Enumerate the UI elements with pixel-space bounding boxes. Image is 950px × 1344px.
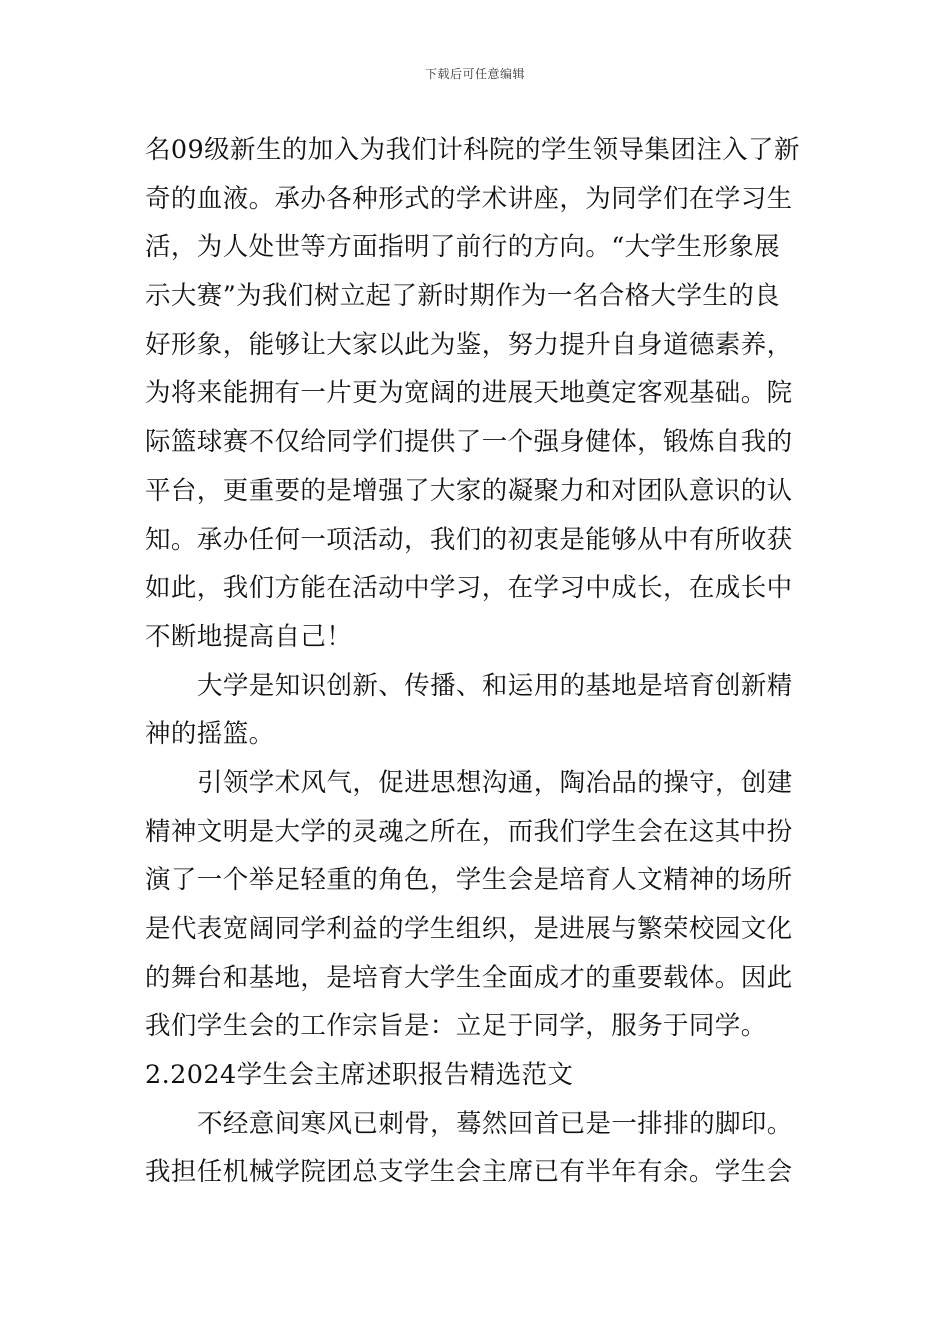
text-line: 是代表宽阔同学利益的学生组织，是进展与繁荣校园文化 [145, 914, 793, 944]
document-body [145, 126, 810, 1197]
text-line: 好形象，能够让大家以此为鉴，努力提升自身道德素养， [145, 329, 793, 360]
paragraph-start-line: 不经意间寒风已刺骨，蓦然回首已是一排排的脚印。 [197, 1108, 793, 1139]
text-line: 演了一个举足轻重的角色，学生会是培育人文精神的场所 [145, 865, 793, 896]
header-note: 下载后可任意编辑 [424, 67, 525, 81]
paragraph-start-line: 引领学术风气，促进思想沟通，陶冶品的操守，创建 [197, 767, 793, 798]
section-heading: 2.2024学生会主席述职报告精选范文 [145, 1060, 574, 1091]
text-line: 神的摇篮。 [145, 719, 275, 750]
text-line: 活，为人处世等方面指明了前行的方向。“大学生形象展 [145, 232, 781, 263]
text-line: 际篮球赛不仅给同学们提供了一个强身健体，锻炼自我的 [145, 427, 793, 458]
text-line: 知。承办任何一项活动，我们的初衷是能够从中有所收获 [145, 524, 793, 555]
paragraph-start-line: 大学是知识创新、传播、和运用的基地是培育创新精 [197, 670, 793, 701]
text-line: 的舞台和基地，是培育大学生全面成才的重要载体。因此 [145, 962, 793, 993]
text-line: 如此，我们方能在活动中学习，在学习中成长，在成长中 [145, 573, 793, 604]
text-line: 奇的血液。承办各种形式的学术讲座，为同学们在学习生 [145, 183, 793, 214]
text-line: 平台，更重要的是增强了大家的凝聚力和对团队意识的认 [145, 475, 793, 506]
text-line: 示大赛”为我们树立起了新时期作为一名合格大学生的良 [145, 281, 781, 312]
text-line: 我们学生会的工作宗旨是：立足于同学，服务于同学。 [145, 1011, 767, 1042]
text-line: 精神文明是大学的灵魂之所在，而我们学生会在这其中扮 [145, 816, 793, 847]
text-line: 为将来能拥有一片更为宽阔的进展天地奠定客观基础。院 [145, 378, 793, 409]
text-line: 不断地提高自己！ [145, 621, 353, 652]
text-line: 名09级新生的加入为我们计科院的学生领导集团注入了新 [145, 135, 800, 165]
text-line: 我担任机械学院团总支学生会主席已有半年有余。学生会 [145, 1157, 793, 1188]
